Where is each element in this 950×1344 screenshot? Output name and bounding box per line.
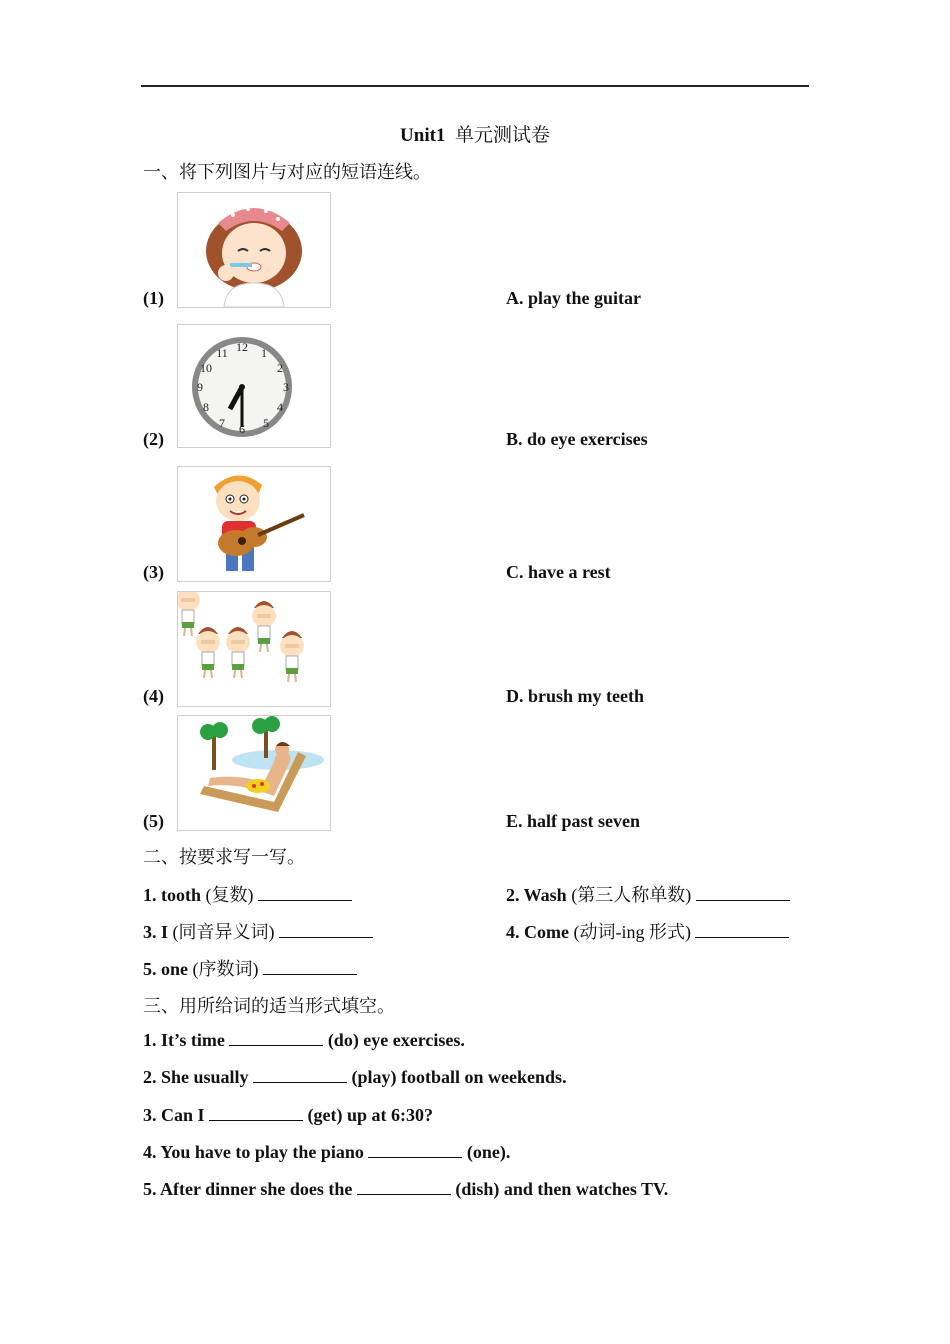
exercise-word: 2. Wash xyxy=(506,885,567,905)
exercise-line xyxy=(143,881,352,907)
title-unit: Unit1 xyxy=(400,125,446,146)
svg-text:2: 2 xyxy=(277,361,283,375)
section1-heading: 一、将下列图片与对应的短语连线。 xyxy=(143,162,431,182)
children-eye-exercises-image xyxy=(177,591,331,707)
svg-text:11: 11 xyxy=(216,346,228,360)
sentence-line xyxy=(143,1105,433,1126)
exercise-line xyxy=(143,955,357,981)
exercise-hint: (序数词) xyxy=(192,959,259,979)
svg-text:6: 6 xyxy=(239,422,245,436)
answer-blank[interactable] xyxy=(696,886,790,901)
sentence-start: 2. She usually xyxy=(143,1067,249,1087)
match-number: (3) xyxy=(143,562,164,582)
exercise-line xyxy=(506,881,790,907)
match-number: (1) xyxy=(143,288,164,308)
match-number: (2) xyxy=(143,429,164,449)
answer-blank[interactable] xyxy=(695,923,789,938)
exercise-hint: (同音异义词) xyxy=(172,922,275,942)
section2-heading: 二、按要求写一写。 xyxy=(143,847,305,867)
answer-blank[interactable] xyxy=(263,960,357,975)
sentence-end: (get) up at 6:30? xyxy=(307,1105,433,1125)
svg-text:4: 4 xyxy=(277,400,283,414)
svg-text:5: 5 xyxy=(263,416,269,430)
page-title xyxy=(0,120,950,147)
match-number: (4) xyxy=(143,686,164,706)
header-rule xyxy=(141,85,809,87)
answer-blank[interactable] xyxy=(357,1180,451,1195)
answer-blank[interactable] xyxy=(279,923,373,938)
sentence-start: 5. After dinner she does the xyxy=(143,1179,353,1199)
svg-text:3: 3 xyxy=(283,380,289,394)
exercise-hint: (动词-ing 形式) xyxy=(573,922,691,942)
sentence-end: (do) eye exercises. xyxy=(327,1030,465,1050)
exercise-hint: (复数) xyxy=(205,885,254,905)
answer-blank[interactable] xyxy=(209,1106,303,1121)
answer-blank[interactable] xyxy=(258,886,352,901)
match-option: C. have a rest xyxy=(506,562,611,582)
sentence-line xyxy=(143,1030,465,1051)
exercise-word: 3. I xyxy=(143,922,169,942)
match-option: A. play the guitar xyxy=(506,288,641,308)
exercise-word: 4. Come xyxy=(506,922,569,942)
sentence-end: (one). xyxy=(466,1142,511,1162)
svg-text:9: 9 xyxy=(197,380,203,394)
section3-heading: 三、用所给词的适当形式填空。 xyxy=(143,996,395,1016)
answer-blank[interactable] xyxy=(368,1143,462,1158)
sentence-start: 3. Can I xyxy=(143,1105,205,1125)
match-option: D. brush my teeth xyxy=(506,686,644,706)
match-option: B. do eye exercises xyxy=(506,429,648,449)
exercise-word: 5. one xyxy=(143,959,188,979)
man-resting-on-beach-chair-image xyxy=(177,715,331,831)
match-number: (5) xyxy=(143,811,164,831)
svg-text:7: 7 xyxy=(219,416,225,430)
svg-text:10: 10 xyxy=(200,361,212,375)
answer-blank[interactable] xyxy=(253,1068,347,1083)
exercise-word: 1. tooth xyxy=(143,885,201,905)
svg-text:1: 1 xyxy=(261,346,267,360)
answer-blank[interactable] xyxy=(229,1031,323,1046)
sentence-line xyxy=(143,1142,510,1163)
exercise-line xyxy=(506,918,789,944)
wall-clock-image xyxy=(177,324,331,448)
exercise-line xyxy=(143,918,373,944)
exercise-hint: (第三人称单数) xyxy=(571,885,692,905)
svg-text:8: 8 xyxy=(203,400,209,414)
sentence-line xyxy=(143,1067,567,1088)
sentence-line xyxy=(143,1179,668,1200)
boy-playing-guitar-image xyxy=(177,466,331,582)
title-test-name: 单元测试卷 xyxy=(454,125,550,146)
sentence-end: (play) football on weekends. xyxy=(351,1067,567,1087)
girl-brushing-teeth-image xyxy=(177,192,331,308)
match-option: E. half past seven xyxy=(506,811,641,831)
sentence-start: 1. It’s time xyxy=(143,1030,225,1050)
sentence-end: (dish) and then watches TV. xyxy=(455,1179,669,1199)
sentence-start: 4. You have to play the piano xyxy=(143,1142,364,1162)
svg-text:12: 12 xyxy=(236,340,248,354)
